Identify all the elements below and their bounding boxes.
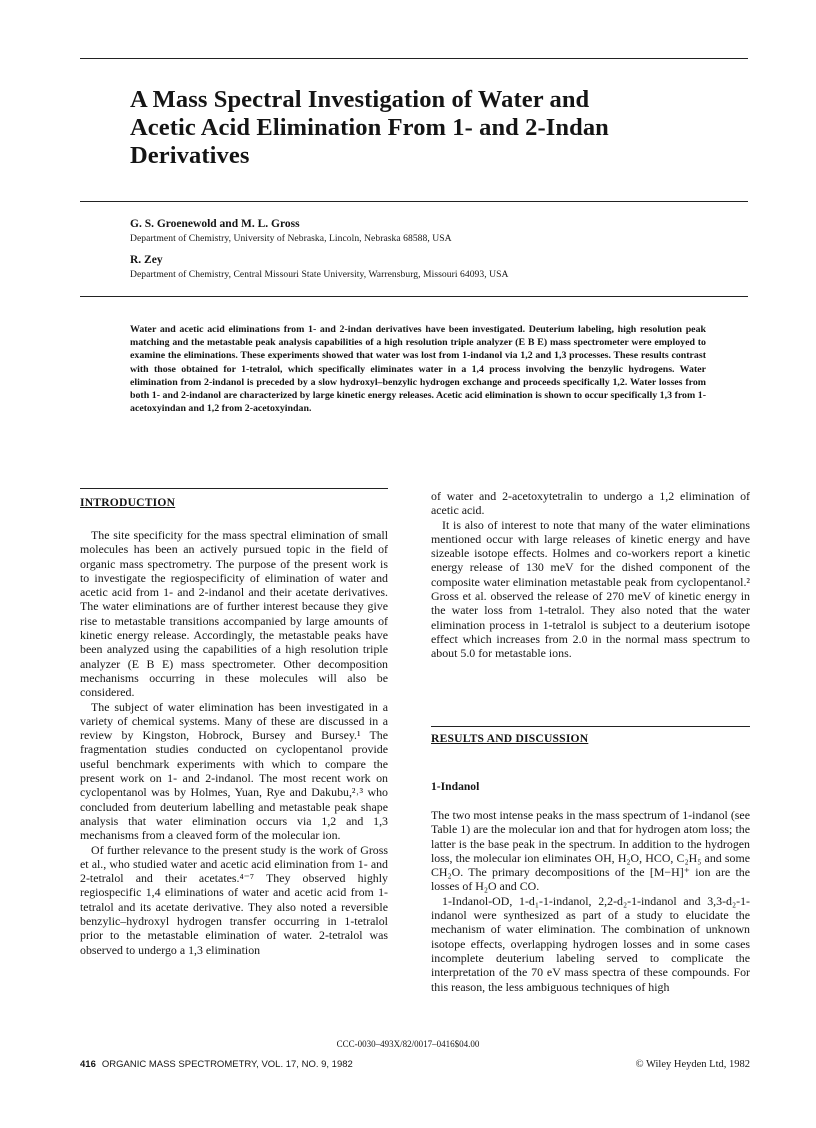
author-block-1 (130, 218, 452, 244)
journal-citation: ORGANIC MASS SPECTROMETRY, VOL. 17, NO. 9, 1982 (101, 1059, 353, 1070)
paragraph: 1-Indanol-OD, 1-d₁-1-indanol, 2,2-d₂-1-indanol and 3,3-d₂-1-indanol were synthesized as part of a study to elucidate the mechanism of water elimination. The combination of unknown isotope effects, overlapping hydrogen losses and in some cases incomplete deuterium labeling served to complicate the interpretation of the 70 eV mass spectra of these compounds. For this reason, the less ambiguous techniques of high (431, 893, 750, 994)
paragraph: The subject of water elimination has been investigated in a variety of chemical systems. Many of these are discussed in a review by Kingston, Hobrock, Bursey and Bursey.¹ The fragmentation studies conducted on cyclopentanol provide useful benchmark experiments with which to compare the present work on 1- and 2-indanol. The most recent work on cyclopentanol was by Holmes, Yuan, Rye and Dakubu,²˒³ who concluded from deuterium labelling and metastable peak shape analysis that water elimination occurs via 1,2 and 1,3 mechanisms from a cleaved form of the molecular ion. (80, 699, 388, 843)
copyright: © Wiley Heyden Ltd, 1982 (635, 1059, 750, 1070)
article-code: CCC-0030–493X/82/0017–0416$04.00 (336, 1039, 480, 1049)
paragraph: Of further relevance to the present study is the work of Gross et al., who studied water and acetic acid elimination from 1- and 2-tetralol and their acetates.⁴⁻⁷ They observed highly regiospecific 1,4 eliminations of water and acetic acid from 1-tetralol and its acetate derivative. They also noted a reversible benzylic–hydroxyl hydrogen transfer occurring in 1-tetralol prior to the metastable elimination of water. 2-tetralol was observed to undergo a 1,3 elimination (80, 842, 388, 957)
intro-heading-rule (80, 488, 388, 489)
top-rule (80, 58, 748, 59)
subsection-heading-1-indanol: 1-Indanol (431, 780, 480, 793)
left-column (80, 528, 388, 957)
author-names: G. S. Groenewold and M. L. Gross (130, 218, 300, 230)
author-affiliation: Department of Chemistry, University of Nebraska, Lincoln, Nebraska 68588, USA (130, 233, 452, 244)
paragraph: The two most intense peaks in the mass spectrum of 1-indanol (see Table 1) are the molecular ion and that for hydrogen atom loss; the latter is the base peak in the spectrum. In addition to the hydrogen loss, the molecular ion eliminates OH, H₂O, HCO, C₂H₅ and some CH₂O. The primary decompositions of the [M−H]⁺ ion are the losses of H₂O and CO. (431, 808, 750, 894)
paragraph: of water and 2-acetoxytetralin to undergo a 1,2 elimination of acetic acid. (431, 489, 750, 518)
author-names: R. Zey (130, 254, 163, 266)
right-column-bottom (431, 808, 750, 994)
right-column-top (431, 489, 750, 661)
author-affiliation: Department of Chemistry, Central Missouri State University, Warrensburg, Missouri 64093, USA (130, 269, 509, 280)
author-block-2 (130, 254, 508, 280)
paragraph: It is also of interest to note that many of the water eliminations mentioned occur with large releases of kinetic energy and have sizeable isotope effects. Holmes and co-workers report a kinetic energy release of 130 meV for the dished component of the composite water elimination metastable peak from cyclopentanol.² Gross et al. observed the release of 270 meV of kinetic energy in the water loss from 1-tetralol. They also noted that the water elimination process in 1-tetralol is subject to a deuterium isotope effect which increases from 2.0 in the normal mass spectrum to about 5.0 for metastable ions. (431, 517, 750, 661)
authors-rule (80, 296, 748, 297)
section-heading-results: RESULTS AND DISCUSSION (431, 732, 589, 745)
paper-title: A Mass Spectral Investigation of Water and Acetic Acid Elimination From 1- and 2-Indan Derivatives (130, 86, 609, 169)
running-footer (80, 1059, 353, 1070)
results-heading-rule (431, 726, 750, 727)
abstract: Water and acetic acid eliminations from 1- and 2-indan derivatives have been investigated. Deuterium labeling, high resolution peak matching and the metastable peak analysis capabilities of a high resolution triple analyzer (E B E) mass spectrometer were employed to examine the eliminations. These experiments showed that water was lost from 1-indanol via 1,2 and 1,3 processes. These results contrast with those obtained for 1-tetralol, which specifically eliminates water in a 1,4 process involving the benzylic hydrogens. Water elimination from 2-indanol is preceded by a slow hydroxyl–benzylic hydrogen exchange and proceeds specifically 1,2. Water losses from both 1- and 2-indanol are characterized by large kinetic energy releases. Acetic acid elimination is shown to occur specifically 1,3 from 1-acetoxyindan and 1,2 from 2-acetoxyindan. (130, 324, 706, 415)
title-rule (80, 201, 748, 202)
paragraph: The site specificity for the mass spectral elimination of small molecules has been an actively pursued topic in the field of organic mass spectrometry. The purpose of the present work is to investigate the regiospecificity of elimination of water and acetic acid from 1- and 2-indanol and their acetate derivatives. The water eliminations are of further interest because they give rise to metastable transitions accompanied by large amounts of kinetic energy release. Accordingly, the metastable peaks have been analyzed using the capabilities of a high resolution triple analyzer (E B E) mass spectrometer. Other decomposition mechanisms occurring in these molecules will also be considered. (80, 528, 388, 700)
page-number: 416 (80, 1059, 96, 1070)
section-heading-introduction: INTRODUCTION (80, 496, 176, 509)
